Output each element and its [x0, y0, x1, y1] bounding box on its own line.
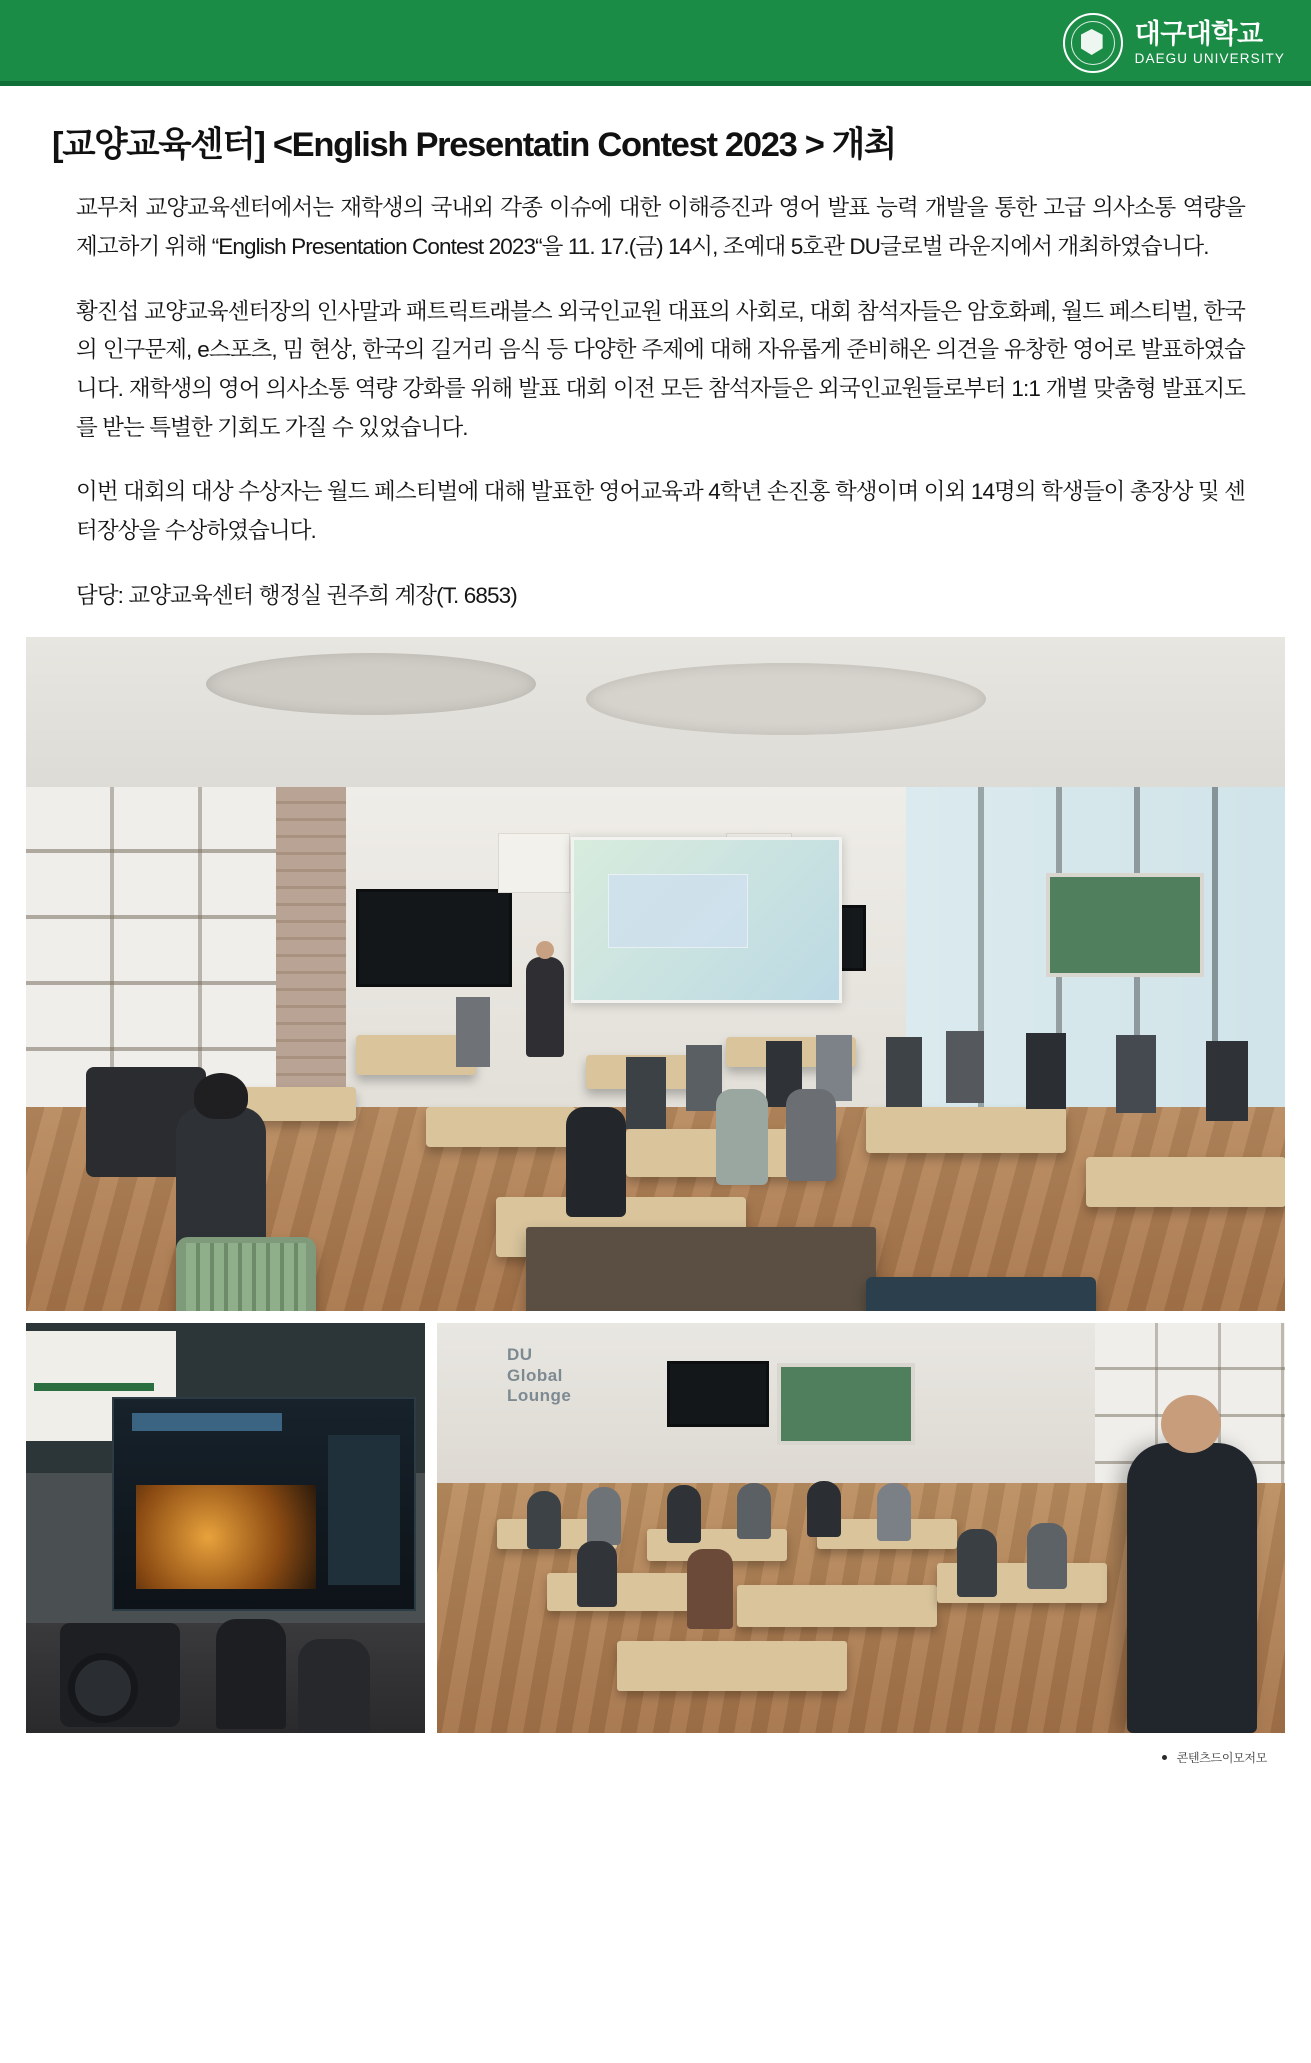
paragraph-1: 교무처 교양교육센터에서는 재학생의 국내외 각종 이슈에 대한 이해증진과 영어 발표 능력 개발을 통한 고급 의사소통 역량을 제고하기 위해 “English Presentation Contest 2023“을 11. 17.(금) 14시, 조예대 5호관 DU글로벌 라운지에서 개최하였습니다.	[76, 195, 1245, 259]
university-name-en: DAEGU UNIVERSITY	[1134, 50, 1285, 66]
banner-english	[498, 833, 570, 893]
university-logo-text	[1135, 20, 1285, 66]
foreground-presenter	[1127, 1443, 1257, 1733]
projection-screen	[571, 837, 842, 1003]
photo-lounge-overview	[26, 637, 1285, 1311]
green-chair	[176, 1237, 316, 1311]
bullet-icon	[1162, 1755, 1167, 1760]
wall-monitor-left	[356, 889, 512, 987]
projector-screen	[112, 1397, 416, 1611]
university-seal-icon	[1063, 13, 1123, 73]
photo-presentation-slide	[26, 1323, 425, 1733]
wheelchair	[60, 1623, 180, 1727]
page-header	[0, 0, 1311, 86]
footer-note: 콘텐츠드이모저모	[1176, 1751, 1267, 1766]
green-board	[1046, 873, 1204, 977]
paragraph-3: 이번 대회의 대상 수상자는 월드 페스티벌에 대해 발표한 영어교육과 4학년 손진홍 학생이며 이외 14명의 학생들이 총장상 및 센터장상을 수상하였습니다.	[76, 479, 1245, 543]
paragraph-2: 황진섭 교양교육센터장의 인사말과 패트릭트래블스 외국인교원 대표의 사회로, 대회 참석자들은 암호화폐, 월드 페스티벌, 한국의 인구문제, e스포츠, 밈 현상, 한국의 길거리 음식 등 다양한 주제에 대해 자유롭게 준비해온 의견을 유창한 영어로 발표하였습니다. 재학생의 영어 의사소통 역량 강화를 위해 발표 대회 이전 모든 참석자들은 외국인교원들로부터 1:1 개별 맞춤형 발표지도를 받는 특별한 기회도 가질 수 있었습니다.	[76, 298, 1245, 440]
photo-row-bottom	[26, 1323, 1285, 1733]
photo-gallery	[0, 633, 1311, 1733]
page-footer	[0, 1733, 1311, 1780]
du-global-lounge-sign: DU Global Lounge	[507, 1345, 572, 1406]
presenter-figure	[526, 957, 564, 1057]
article-body	[0, 86, 1311, 615]
contact-line: 담당: 교양교육센터 행정실 권주희 계장(T. 6853)	[76, 582, 517, 608]
photo-classroom-audience	[437, 1323, 1285, 1733]
university-logo	[1063, 13, 1285, 73]
university-name-ko: 대구대학교	[1134, 19, 1263, 50]
page-title: [교양교육센터] <English Presentatin Contest 2023 > 개최	[52, 126, 896, 164]
